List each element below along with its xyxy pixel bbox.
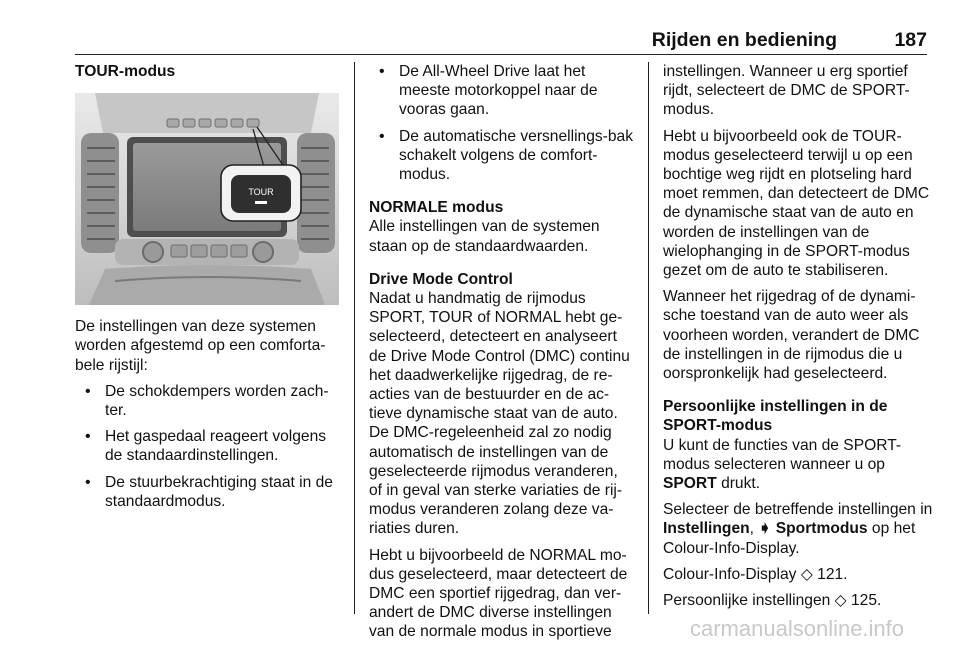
tour-button-callout <box>221 165 301 221</box>
tour-button-label: TOUR <box>248 187 274 198</box>
menu-sport-mode: Sportmodus <box>775 520 868 538</box>
menu-settings: Instellingen <box>663 520 750 538</box>
page-reference-icon: ◇ <box>800 565 813 583</box>
page-header <box>75 24 927 55</box>
page-number: 187 <box>894 29 927 51</box>
tour-intro: De instellingen van deze systemen worden afgestemd op een comforta-bele rijstijl: <box>75 318 326 374</box>
sport-button-label: SPORT <box>663 475 717 493</box>
paragraph: Hebt u bijvoorbeeld ook de TOUR-modus geselecteerd terwijl u op een bochtige weg rijdt en plotseling hard moet remmen, dan detecteert de DMC de dynamische staat van de auto en worden de instellingen van de wielophanging in de SPORT-modus gezet om de auto te stabiliseren. <box>663 127 930 280</box>
tour-bullets-continued <box>369 62 635 184</box>
tour-bullets <box>75 382 343 511</box>
column-3 <box>663 62 933 617</box>
normal-mode-text: Alle instellingen van de systemen staan op de standaardwaarden. <box>369 218 600 255</box>
section-title: Rijden en bediening <box>651 29 837 51</box>
normal-mode-heading: NORMALE modus <box>369 199 504 217</box>
tour-mode-heading: TOUR-modus <box>75 63 176 80</box>
list-item: • De stuurbekrachtiging staat in de standaardmodus. <box>75 473 343 511</box>
paragraph: instellingen. Wanneer u erg sportief rijdt, selecteert de DMC de SPORT-modus. <box>663 63 910 119</box>
arrow-right-icon: ➧ <box>758 520 772 538</box>
list-item: • De All-Wheel Drive laat het meeste motorkoppel naar de vooras gaan. <box>369 62 635 120</box>
dashboard-drawing <box>75 93 339 305</box>
left-knob <box>143 242 163 262</box>
personal-settings-heading: Persoonlijke instellingen in de SPORT-modus <box>663 398 888 435</box>
list-item: • Het gaspedaal reageert volgens de standaardinstellingen. <box>75 427 343 465</box>
dashboard-illustration <box>75 93 339 305</box>
reference-colour-info-display: Colour-Info-Display ◇ 121. <box>663 565 848 583</box>
column-1 <box>75 62 343 518</box>
select-settings-text: Selecteer de betreffende instellingen in Instellingen, ➧ Sportmodus op het Colour-Info-Display. <box>663 501 933 557</box>
paragraph: Wanneer het rijgedrag of de dynami-sche toestand van de auto weer als voorheen worden, verandert de DMC de instellingen in de rijmodus die u oorspronkelijk had geselecteerd. <box>663 288 920 383</box>
column-divider <box>648 62 649 614</box>
column-2 <box>369 62 635 649</box>
column-divider <box>354 62 355 614</box>
right-air-vent <box>297 133 335 253</box>
tour-indicator <box>255 201 267 204</box>
drive-mode-control-example: Hebt u bijvoorbeeld de NORMAL mo-dus geselecteerd, maar detecteert de DMC een sportief rijgedrag, dan ver-andert de DMC diverse instellingen van de normale modus in sportieve <box>369 546 628 641</box>
drive-mode-control-text: Nadat u handmatig de rijmodus SPORT, TOUR of NORMAL hebt ge-selecteerd, detecteert en analyseert de Drive Mode Control (DMC) continu het daadwerkelijke rijgedrag, de re-acties van de bestuurder en de ac-tieve dynamische staat van de auto. De DMC-regeleenheid zal zo nodig automatisch de instellingen van de geselecteerde rijmodus veranderen, of in geval van sterke variaties de rij-modus veranderen zolang deze va-riaties duren. <box>369 290 630 538</box>
reference-personal-settings: Persoonlijke instellingen ◇ 125. <box>663 592 882 610</box>
list-item: • De schokdempers worden zach-ter. <box>75 382 343 420</box>
right-knob <box>253 242 273 262</box>
drive-mode-control-heading: Drive Mode Control <box>369 270 513 288</box>
list-item: • De automatische versnellings-bak schakelt volgens de comfort-modus. <box>369 127 635 185</box>
watermark: carmanualsonline.info <box>690 616 905 641</box>
left-air-vent <box>81 133 119 253</box>
page-reference-icon: ◇ <box>834 592 847 610</box>
personal-settings-text: U kunt de functies van de SPORT-modus selecteren wanneer u op SPORT drukt. <box>663 436 902 493</box>
